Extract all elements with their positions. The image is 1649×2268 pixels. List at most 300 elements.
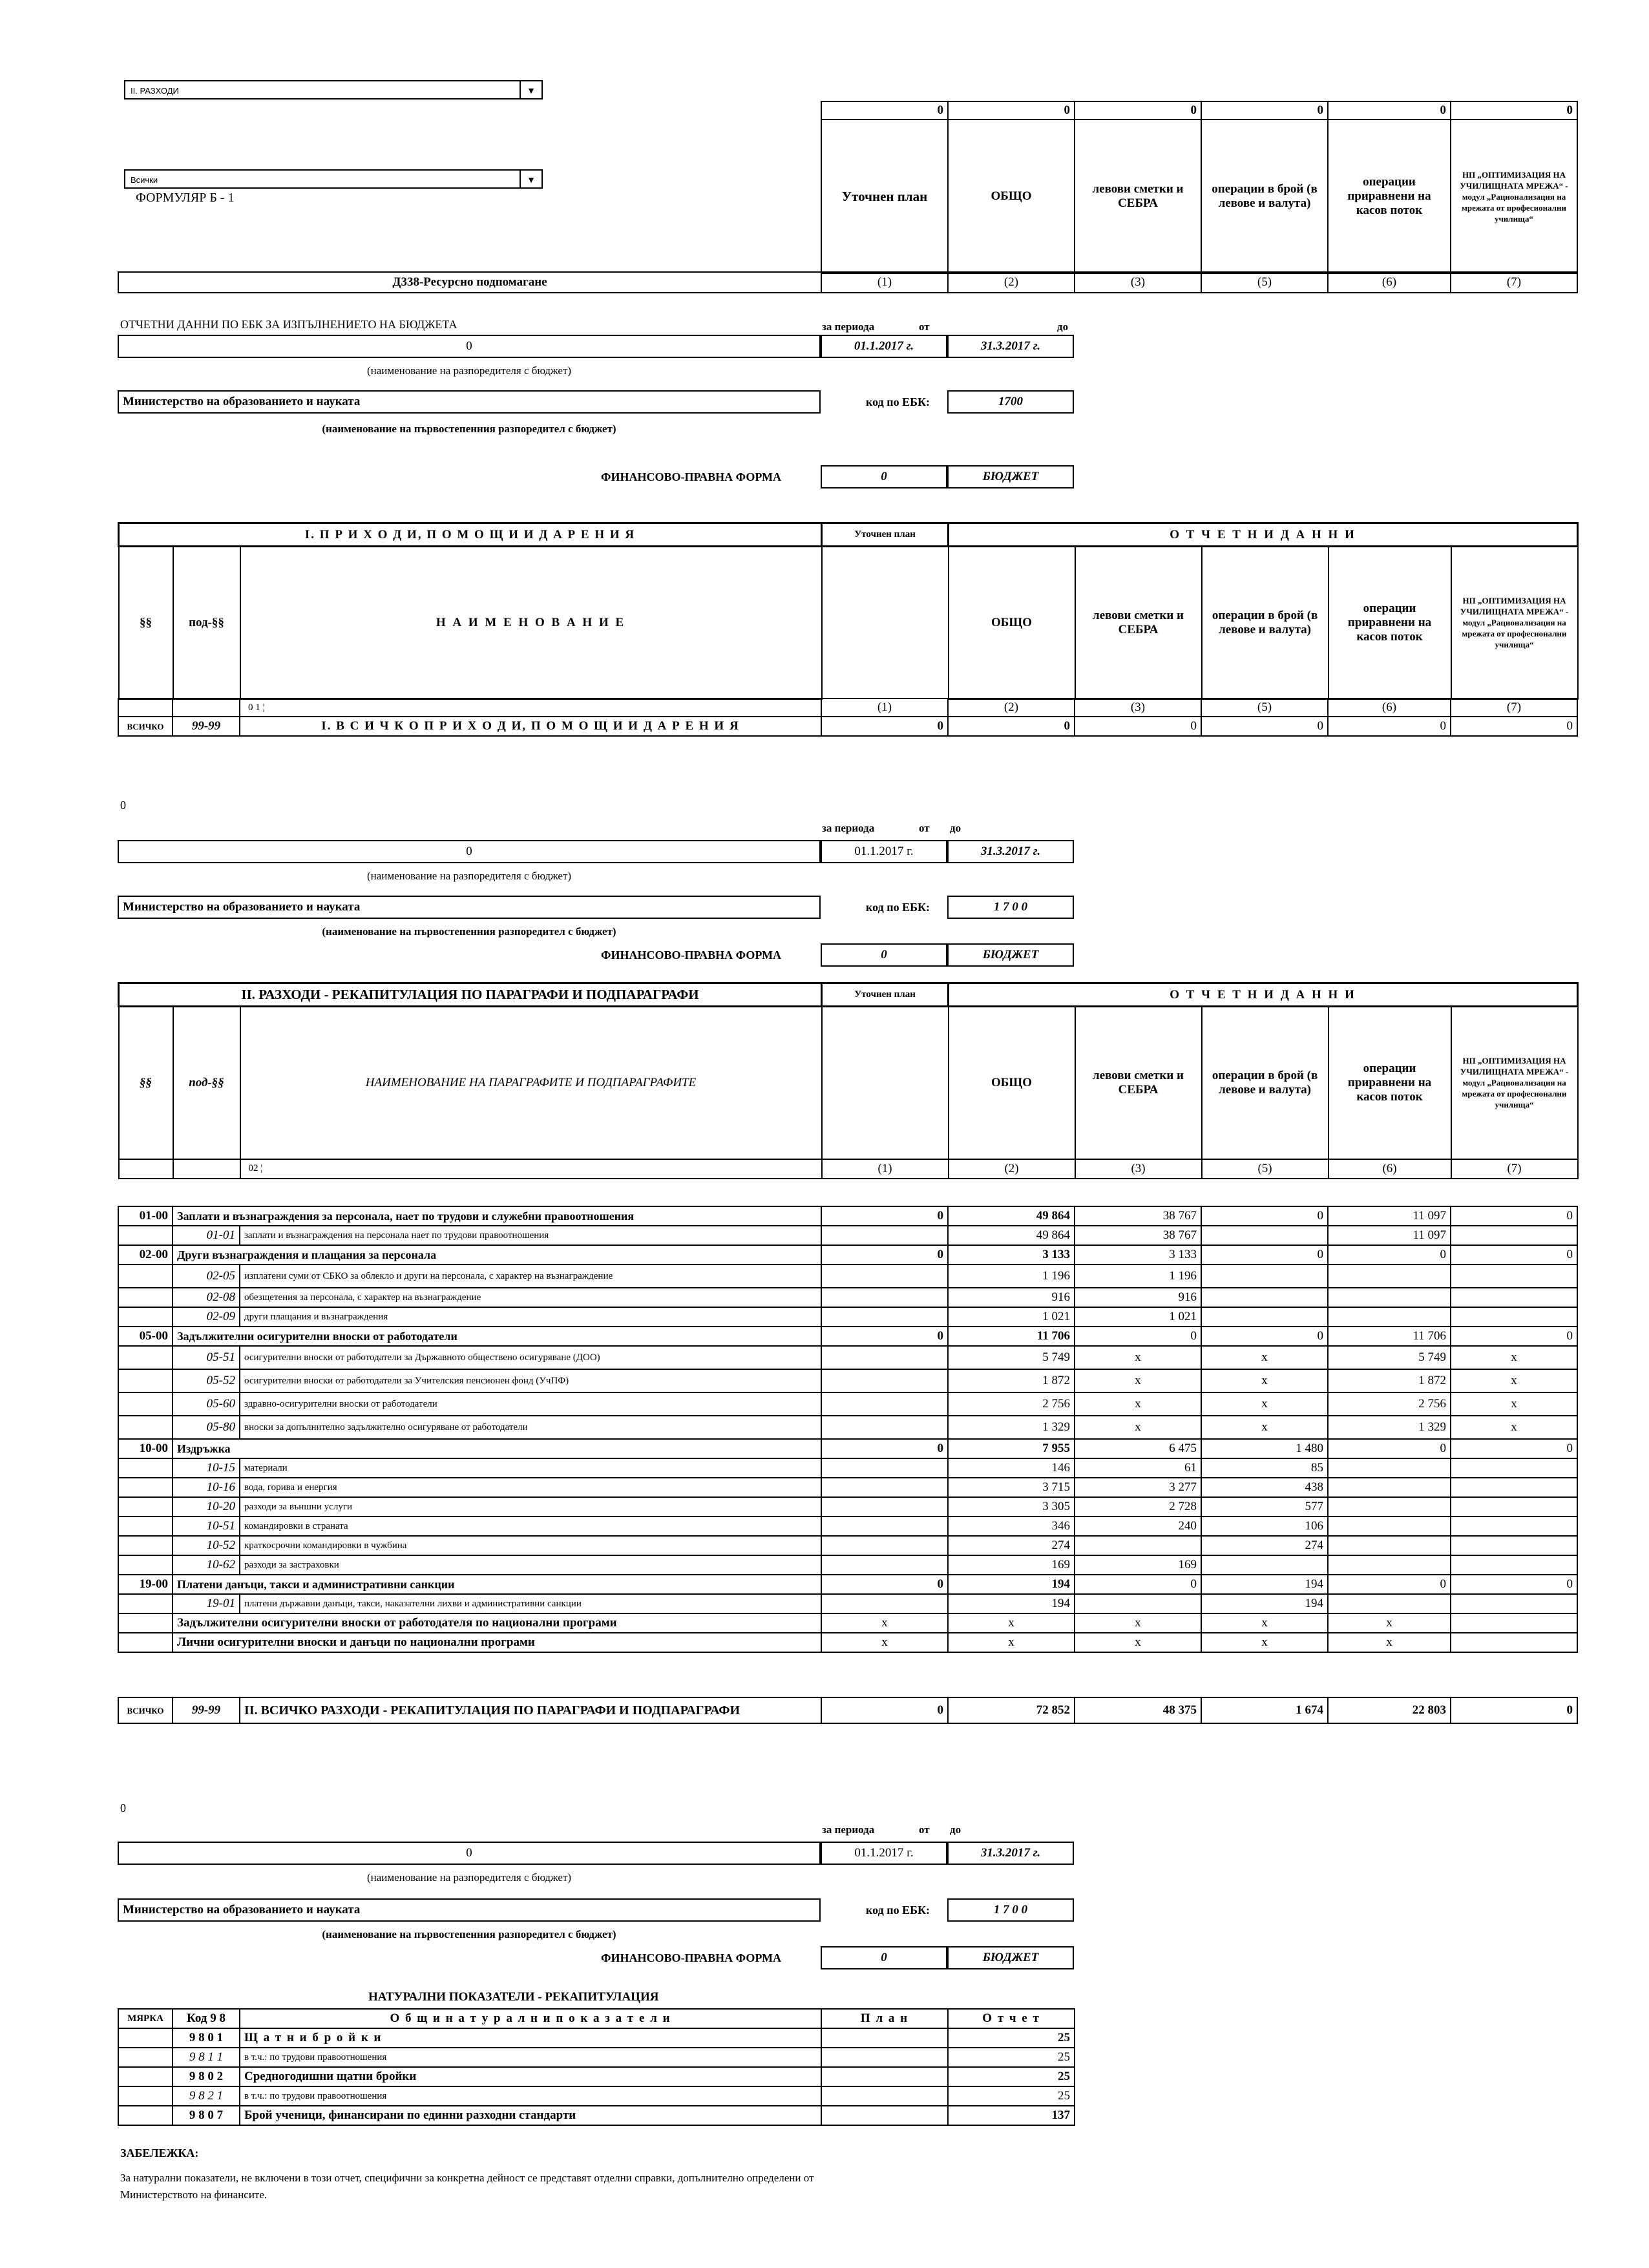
row-value: [1451, 1497, 1577, 1517]
natural-row: [118, 2106, 1075, 2125]
row-code: 9 8 0 1: [173, 2028, 240, 2048]
row-value: 0: [1075, 1327, 1201, 1346]
row-value: 5 749: [948, 1346, 1075, 1369]
row-code: 10-20: [173, 1497, 240, 1517]
col-number: (7): [1451, 1159, 1578, 1179]
to-date: 31.3.2017 г.: [947, 1842, 1074, 1865]
row-value: 146: [948, 1458, 1075, 1478]
row-value: [1075, 1536, 1201, 1555]
row-code: 19-01: [173, 1594, 240, 1613]
row-value: [1328, 1497, 1451, 1517]
row-value: [1201, 1265, 1328, 1288]
period-label: за периода: [822, 1823, 875, 1836]
table-row: [118, 1536, 1577, 1555]
zero-cell: 0: [948, 101, 1075, 120]
col-sub: под-§§: [173, 547, 240, 699]
from-label: от: [919, 320, 930, 333]
zero-cell: 0: [1075, 101, 1201, 120]
row-value: [821, 1536, 948, 1555]
row-value: [821, 1392, 948, 1416]
legal-form-value: БЮДЖЕТ: [947, 1946, 1074, 1969]
row-plan: [821, 2106, 948, 2125]
row-value: 2 756: [1328, 1392, 1451, 1416]
col-number: (6): [1328, 698, 1451, 717]
total-value: 0: [1201, 717, 1328, 736]
col-header: ОБЩО: [949, 547, 1075, 699]
row-name: вода, горива и енергия: [240, 1478, 821, 1497]
row-name: материали: [240, 1458, 821, 1478]
row-value: 7 955: [948, 1439, 1075, 1458]
row-code: 02-08: [173, 1288, 240, 1307]
spender-box: 0: [118, 335, 821, 358]
ebk-label: код по ЕБК:: [866, 395, 930, 408]
col-header: операции в брой (в левове и валута): [1202, 547, 1329, 699]
table-row: [118, 1226, 1577, 1245]
section-dropdown-value: II. РАЗХОДИ: [131, 86, 179, 96]
row-value: [1451, 1594, 1577, 1613]
row-value: x: [1451, 1346, 1577, 1369]
col-name: Н А И М Е Н О В А Н И Е: [240, 547, 822, 699]
row-value: [1328, 1478, 1451, 1497]
from-date: 01.1.2017 г.: [821, 1842, 947, 1865]
row-name: изплатени суми от СБКО за облекло и други на персонала, с характер на възнаграждение: [240, 1265, 821, 1288]
row-value: 0: [1075, 1575, 1201, 1594]
table-row: [118, 1245, 1577, 1265]
table-row: [118, 1478, 1577, 1497]
ebk-label: код по ЕБК:: [866, 1904, 930, 1916]
row-name: разходи за застраховки: [240, 1555, 821, 1575]
row-measure: [118, 2106, 173, 2125]
total-value: 1 674: [1201, 1697, 1328, 1723]
table-row: [118, 1594, 1577, 1613]
row-code: 10-62: [173, 1555, 240, 1575]
row-value: [1451, 1226, 1577, 1245]
row-value: x: [1075, 1613, 1201, 1633]
row-name: осигурителни вноски от работодатели за Държавното обществено осигуряване (ДОО): [240, 1346, 821, 1369]
col-number: (3): [1075, 1159, 1202, 1179]
expense-title: ІІ. РАЗХОДИ - РЕКАПИТУЛАЦИЯ ПО ПАРАГРАФИ И ПОДПАРАГРАФИ: [119, 983, 822, 1007]
row-value: 0: [821, 1575, 948, 1594]
row-value: 106: [1201, 1517, 1328, 1536]
row-value: 1 329: [948, 1416, 1075, 1439]
income-numbers: [118, 698, 1578, 737]
legal-form-label: ФИНАНСОВО-ПРАВНА ФОРМА: [601, 949, 781, 961]
row-value: 916: [1075, 1288, 1201, 1307]
row-pp-empty: [118, 1594, 173, 1613]
row-value: x: [1451, 1392, 1577, 1416]
row-value: 49 864: [948, 1226, 1075, 1245]
row-value: [1328, 1536, 1451, 1555]
natural-row: [118, 2086, 1075, 2106]
row-value: x: [948, 1633, 1075, 1652]
ebk-code: 1700: [947, 390, 1074, 414]
col-number: (1): [822, 1159, 949, 1179]
row-pp-empty: [118, 1369, 173, 1392]
row-report: 25: [948, 2086, 1075, 2106]
col-sub: под-§§: [173, 1007, 240, 1159]
expense-plan-header: Уточнен план: [822, 983, 949, 1007]
row-pp-empty: [118, 1307, 173, 1327]
table-row: [118, 1575, 1577, 1594]
row-value: 0: [821, 1327, 948, 1346]
row-value: x: [1201, 1346, 1328, 1369]
row-code: 9 8 0 7: [173, 2106, 240, 2125]
row-value: 6 475: [1075, 1439, 1201, 1458]
row-value: x: [1201, 1613, 1328, 1633]
total-value: 72 852: [948, 1697, 1075, 1723]
row-pp-empty: [118, 1458, 173, 1478]
row-pp-empty: [118, 1416, 173, 1439]
row-value: x: [1075, 1346, 1201, 1369]
row-value: [1328, 1594, 1451, 1613]
row-name: Издръжка: [173, 1439, 821, 1458]
row-code: 05-80: [173, 1416, 240, 1439]
col-header: левови сметки и СЕБРА: [1075, 547, 1202, 699]
row-value: [821, 1369, 948, 1392]
total-value: 0: [821, 717, 948, 736]
h-measure: МЯРКА: [118, 2009, 173, 2028]
row-value: 577: [1201, 1497, 1328, 1517]
row-value: [1201, 1288, 1328, 1307]
row-value: [1451, 1613, 1577, 1633]
col-header: операции в брой (в левове и валута): [1201, 120, 1328, 273]
row-value: 11 706: [948, 1327, 1075, 1346]
row-code: 05-51: [173, 1346, 240, 1369]
table-row: [118, 1206, 1577, 1226]
report-title: ОТЧЕТНИ ДАННИ ПО ЕБК ЗА ИЗПЪЛНЕНИЕТО НА БЮДЖЕТА: [120, 318, 457, 331]
row-value: 85: [1201, 1458, 1328, 1478]
row-value: 1 480: [1201, 1439, 1328, 1458]
col-number: (1): [821, 698, 948, 717]
total-label: ВСИЧКО: [118, 1697, 173, 1723]
expense-header-table: [118, 982, 1579, 1179]
table-row: [118, 1458, 1577, 1478]
row-value: [821, 1517, 948, 1536]
row-report: 137: [948, 2106, 1075, 2125]
row-value: 346: [948, 1517, 1075, 1536]
ministry-box: Министерство на образованието и науката: [118, 896, 821, 919]
row-pp-empty: [118, 1633, 173, 1652]
row-value: 3 277: [1075, 1478, 1201, 1497]
col-number: (3): [1075, 272, 1201, 293]
row-value: x: [1201, 1416, 1328, 1439]
row-value: 2 728: [1075, 1497, 1201, 1517]
row-value: 240: [1075, 1517, 1201, 1536]
row-value: 38 767: [1075, 1206, 1201, 1226]
col-number: (2): [948, 272, 1075, 293]
row-value: [1075, 1594, 1201, 1613]
legal-form-code: 0: [821, 943, 947, 967]
col-number: (7): [1451, 698, 1577, 717]
row-value: [821, 1416, 948, 1439]
col-header: операции приравнени на касов поток: [1329, 547, 1451, 699]
row-measure: [118, 2086, 173, 2106]
row-value: [1451, 1517, 1577, 1536]
row-name: Заплати и възнаграждения за персонала, нает по трудови и служебни правоотношения: [173, 1206, 821, 1226]
row-value: [1328, 1555, 1451, 1575]
natural-table: [118, 2008, 1075, 2126]
row-value: [821, 1346, 948, 1369]
ministry-box: Министерство на образованието и науката: [118, 390, 821, 414]
row-value: 169: [948, 1555, 1075, 1575]
row-value: 49 864: [948, 1206, 1075, 1226]
row-value: 1 872: [948, 1369, 1075, 1392]
row-value: 169: [1075, 1555, 1201, 1575]
row-pp-empty: [118, 1517, 173, 1536]
row-value: 2 756: [948, 1392, 1075, 1416]
row-value: 438: [1201, 1478, 1328, 1497]
row-name: в т.ч.: по трудови правоотношения: [240, 2086, 821, 2106]
row-name: заплати и възнаграждения на персонала нает по трудови правоотношения: [240, 1226, 821, 1245]
note-title: ЗАБЕЛЕЖКА:: [120, 2147, 199, 2159]
to-label: до: [1057, 320, 1069, 333]
row-plan: [821, 2086, 948, 2106]
row-value: [1451, 1536, 1577, 1555]
row-value: 3 133: [1075, 1245, 1201, 1265]
row-measure: [118, 2067, 173, 2086]
total-value: 22 803: [1328, 1697, 1451, 1723]
legal-form-value: БЮДЖЕТ: [947, 943, 1074, 967]
natural-title: НАТУРАЛНИ ПОКАЗАТЕЛИ - РЕКАПИТУЛАЦИЯ: [368, 1990, 659, 2004]
row-name: Лични осигурителни вноски и данъци по национални програми: [173, 1633, 821, 1652]
total-label: ВСИЧКО: [118, 717, 173, 736]
row-code: 9 8 1 1: [173, 2048, 240, 2067]
col-header: операции приравнени на касов поток: [1328, 120, 1451, 273]
col-pp: §§: [119, 1007, 173, 1159]
row-value: 194: [948, 1575, 1075, 1594]
col-header: операции приравнени на касов поток: [1329, 1007, 1451, 1159]
row-name: здравно-осигурителни вноски от работодатели: [240, 1392, 821, 1416]
row-pp-empty: [118, 1536, 173, 1555]
total-value: 0: [1451, 717, 1577, 736]
from-date: 01.1.2017 г.: [821, 840, 947, 863]
row-code: 01-00: [118, 1206, 173, 1226]
col-number: (3): [1075, 698, 1201, 717]
chevron-down-icon[interactable]: ▼: [520, 81, 541, 98]
table-row: [118, 1497, 1577, 1517]
section-dropdown[interactable]: [124, 80, 543, 100]
table-row: [118, 1369, 1577, 1392]
row-code: 02-00: [118, 1245, 173, 1265]
row-value: [821, 1555, 948, 1575]
table-row: [118, 1439, 1577, 1458]
expense-code: 02 ¦: [240, 1159, 822, 1179]
col-header: ОБЩО: [948, 120, 1075, 273]
from-label: от: [919, 822, 930, 834]
table-row: [118, 1346, 1577, 1369]
row-value: 194: [948, 1594, 1075, 1613]
row-value: x: [1201, 1392, 1328, 1416]
row-value: [1328, 1307, 1451, 1327]
standalone-zero: 0: [120, 1801, 126, 1814]
expense-rows-table: [118, 1206, 1578, 1653]
plan-empty: [822, 1007, 949, 1159]
row-name: осигурителни вноски от работодатели за Учителския пенсионен фонд (УчПФ): [240, 1369, 821, 1392]
row-code: 10-16: [173, 1478, 240, 1497]
total-value: 0: [1328, 717, 1451, 736]
row-pp-empty: [118, 1346, 173, 1369]
table-row: [118, 1517, 1577, 1536]
legal-form-label: ФИНАНСОВО-ПРАВНА ФОРМА: [601, 470, 781, 483]
row-code: 02-05: [173, 1265, 240, 1288]
col-header: Уточнен план: [821, 120, 948, 273]
col-name: НАИМЕНОВАНИЕ НА ПАРАГРАФИТЕ И ПОДПАРАГРАФИТЕ: [240, 1007, 822, 1159]
row-value: x: [1075, 1416, 1201, 1439]
row-name: вноски за допълнително задължително осигуряване от работодатели: [240, 1416, 821, 1439]
natural-row: [118, 2048, 1075, 2067]
row-value: x: [1201, 1633, 1328, 1652]
row-value: 0: [1201, 1245, 1328, 1265]
col-number: (6): [1329, 1159, 1451, 1179]
standalone-zero: 0: [120, 799, 126, 812]
table-row: [118, 1416, 1577, 1439]
row-code: 10-15: [173, 1458, 240, 1478]
row-value: [1328, 1288, 1451, 1307]
total-name: ІІ. ВСИЧКО РАЗХОДИ - РЕКАПИТУЛАЦИЯ ПО ПАРАГРАФИ И ПОДПАРАГРАФИ: [240, 1697, 821, 1723]
col-number: (1): [821, 272, 948, 293]
row-value: 11 097: [1328, 1206, 1451, 1226]
row-pp-empty: [118, 1555, 173, 1575]
row-value: [1201, 1555, 1328, 1575]
row-value: 1 196: [948, 1265, 1075, 1288]
row-pp-empty: [118, 1226, 173, 1245]
row-value: x: [821, 1613, 948, 1633]
row-value: [1451, 1555, 1577, 1575]
col-header: левови сметки и СЕБРА: [1075, 1007, 1202, 1159]
table-row: [118, 1327, 1577, 1346]
row-value: [821, 1478, 948, 1497]
h-plan: П л а н: [821, 2009, 948, 2028]
col-header: НП „ОПТИМИЗАЦИЯ НА УЧИЛИЩНАТА МРЕЖА“ - модул „Рационализация на мрежата от професионални училища“: [1451, 547, 1578, 699]
zero-cell: 0: [1201, 101, 1328, 120]
col-header: ОБЩО: [949, 1007, 1075, 1159]
total-value: 0: [1075, 717, 1201, 736]
col-number: (2): [949, 1159, 1075, 1179]
income-plan-header: Уточнен план: [822, 523, 949, 547]
ebk-code: 1 7 0 0: [947, 896, 1074, 919]
income-code: 0 1 ¦: [240, 698, 821, 717]
legal-form-label: ФИНАНСОВО-ПРАВНА ФОРМА: [601, 1951, 781, 1964]
row-pp-empty: [118, 1265, 173, 1288]
row-name: Други възнаграждения и плащания за персонала: [173, 1245, 821, 1265]
row-value: [1451, 1265, 1577, 1288]
row-value: x: [948, 1613, 1075, 1633]
col-header: НП „ОПТИМИЗАЦИЯ НА УЧИЛИЩНАТА МРЕЖА“ - модул „Рационализация на мрежата от професионални училища“: [1451, 1007, 1578, 1159]
row-report: 25: [948, 2067, 1075, 2086]
h-code: Код 9 8: [173, 2009, 240, 2028]
row-name: обезщетения за персонала, с характер на възнаграждение: [240, 1288, 821, 1307]
total-code: 99-99: [173, 1697, 240, 1723]
to-date: 31.3.2017 г.: [947, 840, 1074, 863]
row-pp-empty: [118, 1497, 173, 1517]
row-name: Средногодишни щатни бройки: [240, 2067, 821, 2086]
row-measure: [118, 2028, 173, 2048]
row-name: краткосрочни командировки в чужбина: [240, 1536, 821, 1555]
row-name: командировки в страната: [240, 1517, 821, 1536]
row-name: Брой ученици, финансирани по единни разходни стандарти: [240, 2106, 821, 2125]
row-value: 0: [1201, 1327, 1328, 1346]
form-title: ФОРМУЛЯР Б - 1: [136, 191, 235, 205]
row-value: 0: [1451, 1439, 1577, 1458]
row-value: 1 021: [948, 1307, 1075, 1327]
period-label: за периода: [822, 822, 875, 834]
note-text: За натурални показатели, не включени в този отчет, специфични за конкретна дейност се представят отделни справки, допълнително определени от Министерството на финансите.: [120, 2172, 814, 2201]
row-value: 0: [1328, 1439, 1451, 1458]
row-plan: [821, 2028, 948, 2048]
table-row: [118, 1392, 1577, 1416]
spender-caption: (наименование на разпоредителя с бюджет): [366, 1871, 572, 1884]
row-value: [821, 1307, 948, 1327]
row-plan: [821, 2048, 948, 2067]
row-value: 274: [1201, 1536, 1328, 1555]
row-value: x: [821, 1633, 948, 1652]
row-value: [1451, 1478, 1577, 1497]
to-date: 31.3.2017 г.: [947, 335, 1074, 358]
row-name: Задължителни осигурителни вноски от работодатели: [173, 1327, 821, 1346]
row-value: x: [1328, 1633, 1451, 1652]
spender-caption: (наименование на разпоредителя с бюджет): [366, 870, 572, 882]
income-reported-header: О Т Ч Е Т Н И Д А Н Н И: [949, 523, 1578, 547]
expense-reported-header: О Т Ч Е Т Н И Д А Н Н И: [949, 983, 1578, 1007]
row-value: 194: [1201, 1594, 1328, 1613]
row-value: 0: [1451, 1327, 1577, 1346]
row-name: в т.ч.: по трудови правоотношения: [240, 2048, 821, 2067]
ministry-box: Министерство на образованието и науката: [118, 1898, 821, 1922]
row-value: x: [1451, 1416, 1577, 1439]
plan-empty: [822, 547, 949, 699]
row-value: 3 305: [948, 1497, 1075, 1517]
resource-label: Д338-Ресурсно подпомагане: [118, 272, 821, 293]
row-value: [821, 1594, 948, 1613]
row-value: [821, 1497, 948, 1517]
chevron-down-icon[interactable]: ▼: [520, 171, 541, 187]
spender-box: 0: [118, 1842, 821, 1865]
resource-row: [118, 271, 1578, 293]
row-value: [1451, 1307, 1577, 1327]
row-name: Щ а т н и б р о й к и: [240, 2028, 821, 2048]
col-number: (7): [1451, 272, 1577, 293]
row-code: 19-00: [118, 1575, 173, 1594]
total-value: 48 375: [1075, 1697, 1201, 1723]
row-value: 1 021: [1075, 1307, 1201, 1327]
row-value: 0: [1451, 1245, 1577, 1265]
h-name: О б щ и н а т у р а л н и п о к а з а т е л и: [240, 2009, 821, 2028]
col-number: (5): [1201, 272, 1328, 293]
row-value: [1451, 1458, 1577, 1478]
row-value: 1 196: [1075, 1265, 1201, 1288]
row-value: x: [1075, 1369, 1201, 1392]
income-title: І. П Р И Х О Д И, П О М О Щ И И Д А Р Е Н И Я: [119, 523, 822, 547]
row-code: 02-09: [173, 1307, 240, 1327]
row-code: 9 8 0 2: [173, 2067, 240, 2086]
row-pp-empty: [118, 1392, 173, 1416]
col-header: НП „ОПТИМИЗАЦИЯ НА УЧИЛИЩНАТА МРЕЖА“ - модул „Рационализация на мрежата от професионални училища“: [1451, 120, 1577, 273]
zero-cell: 0: [821, 101, 948, 120]
col-header: операции в брой (в левове и валута): [1202, 1007, 1329, 1159]
row-value: [1451, 1288, 1577, 1307]
row-value: [1201, 1307, 1328, 1327]
row-value: 38 767: [1075, 1226, 1201, 1245]
legal-form-code: 0: [821, 1946, 947, 1969]
row-code: 9 8 2 1: [173, 2086, 240, 2106]
ministry-caption: (наименование на първостепенния разпоредител с бюджет): [322, 1928, 616, 1940]
scope-dropdown[interactable]: [124, 169, 543, 189]
row-pp-empty: [118, 1288, 173, 1307]
row-code: 10-52: [173, 1536, 240, 1555]
row-value: 0: [1451, 1575, 1577, 1594]
row-value: 0: [1328, 1245, 1451, 1265]
ebk-label: код по ЕБК:: [866, 901, 930, 914]
